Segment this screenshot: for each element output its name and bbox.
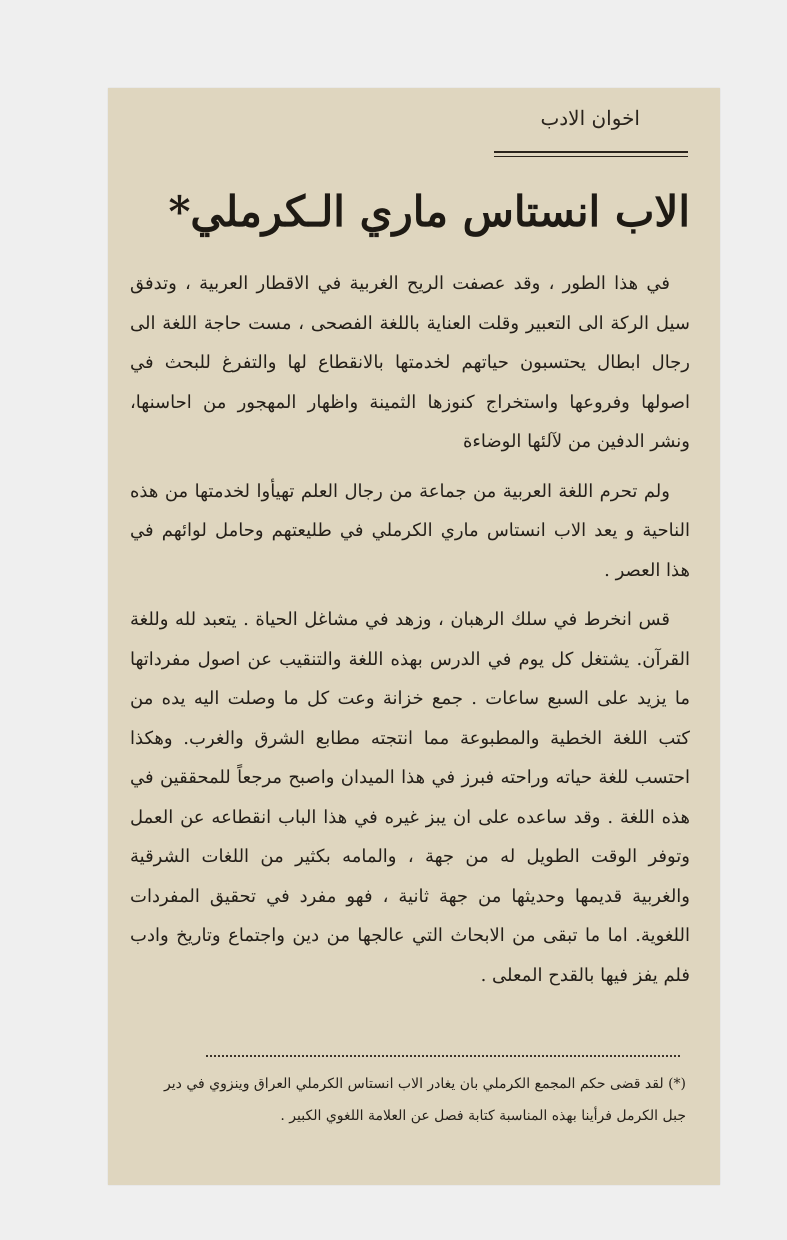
header-rule-thin [494, 156, 688, 157]
running-header: اخوان الادب [540, 106, 640, 130]
paragraph-2: ولم تحرم اللغة العربية من جماعة من رجال العلم تهيأوا لخدمتها من هذه الناحية و يعد الاب انستاس ماري الكرملي في طليعتهم وحامل لوائهم في هذا العصر . [130, 480, 690, 581]
header-rule-thick [494, 151, 688, 153]
paragraph-3: قس انخرط في سلك الرهبان ، وزهد في مشاغل الحياة . يتعبد لله وللغة القرآن. يشتغل كل يوم في الدرس بهذه اللغة والتنقيب عن اصول مفرداتها ما يزيد على السبع ساعات . جمع خزانة وعت كل ما وصلت اليه يده من كتب اللغة الخطية والمطبوعة مما انتجته مطابع الشرق والغرب. وهكذا احتسب للغة حياته وراحته فبرز في هذا الميدان واصبح مرجعاً للمحققين في هذه اللغة . وقد ساعده على ان يبز غيره في هذا الباب انقطاعه عن العمل وتوفر الوقت الطويل له من جهة ، والمامه بكثير من اللغات الشرقية والغربية قديمها وحديثها من جهة ثانية ، فهو مفرد في تحقيق المفردات اللغوية. اما ما تبقى من الابحاث التي عالجها من دين واجتماع وتاريخ وادب فلم يفز فيها بالقدح المعلى . [130, 609, 690, 986]
footnote-separator [206, 1055, 680, 1057]
article-title: الاب انستاس ماري الـكرملي* [168, 187, 690, 236]
scanned-page [108, 88, 720, 1185]
footnote: (*) لقد قضى حكم المجمع الكرملي بان يغادر الاب انستاس الكرملي العراق وينزوي في دير جبل الكرمل فرأينا بهذه المناسبة كتابة فصل عن العلامة اللغوي الكبير . [164, 1076, 686, 1124]
article-body [130, 264, 690, 1005]
paragraph-1: في هذا الطور ، وقد عصفت الريح الغربية في الاقطار العربية ، وتدفق سيل الركة الى التعبير وقلت العناية باللغة الفصحى ، مست حاجة اللغة الى رجال ابطال يحتسبون حياتهم لخدمتها بالانقطاع لها والتفرغ للبحث في اصولها وفروعها واستخراج كنوزها الثمينة واظهار المهجور من احاسنها، ونشر الدفين من لآلئها الوضاءة [130, 273, 691, 452]
